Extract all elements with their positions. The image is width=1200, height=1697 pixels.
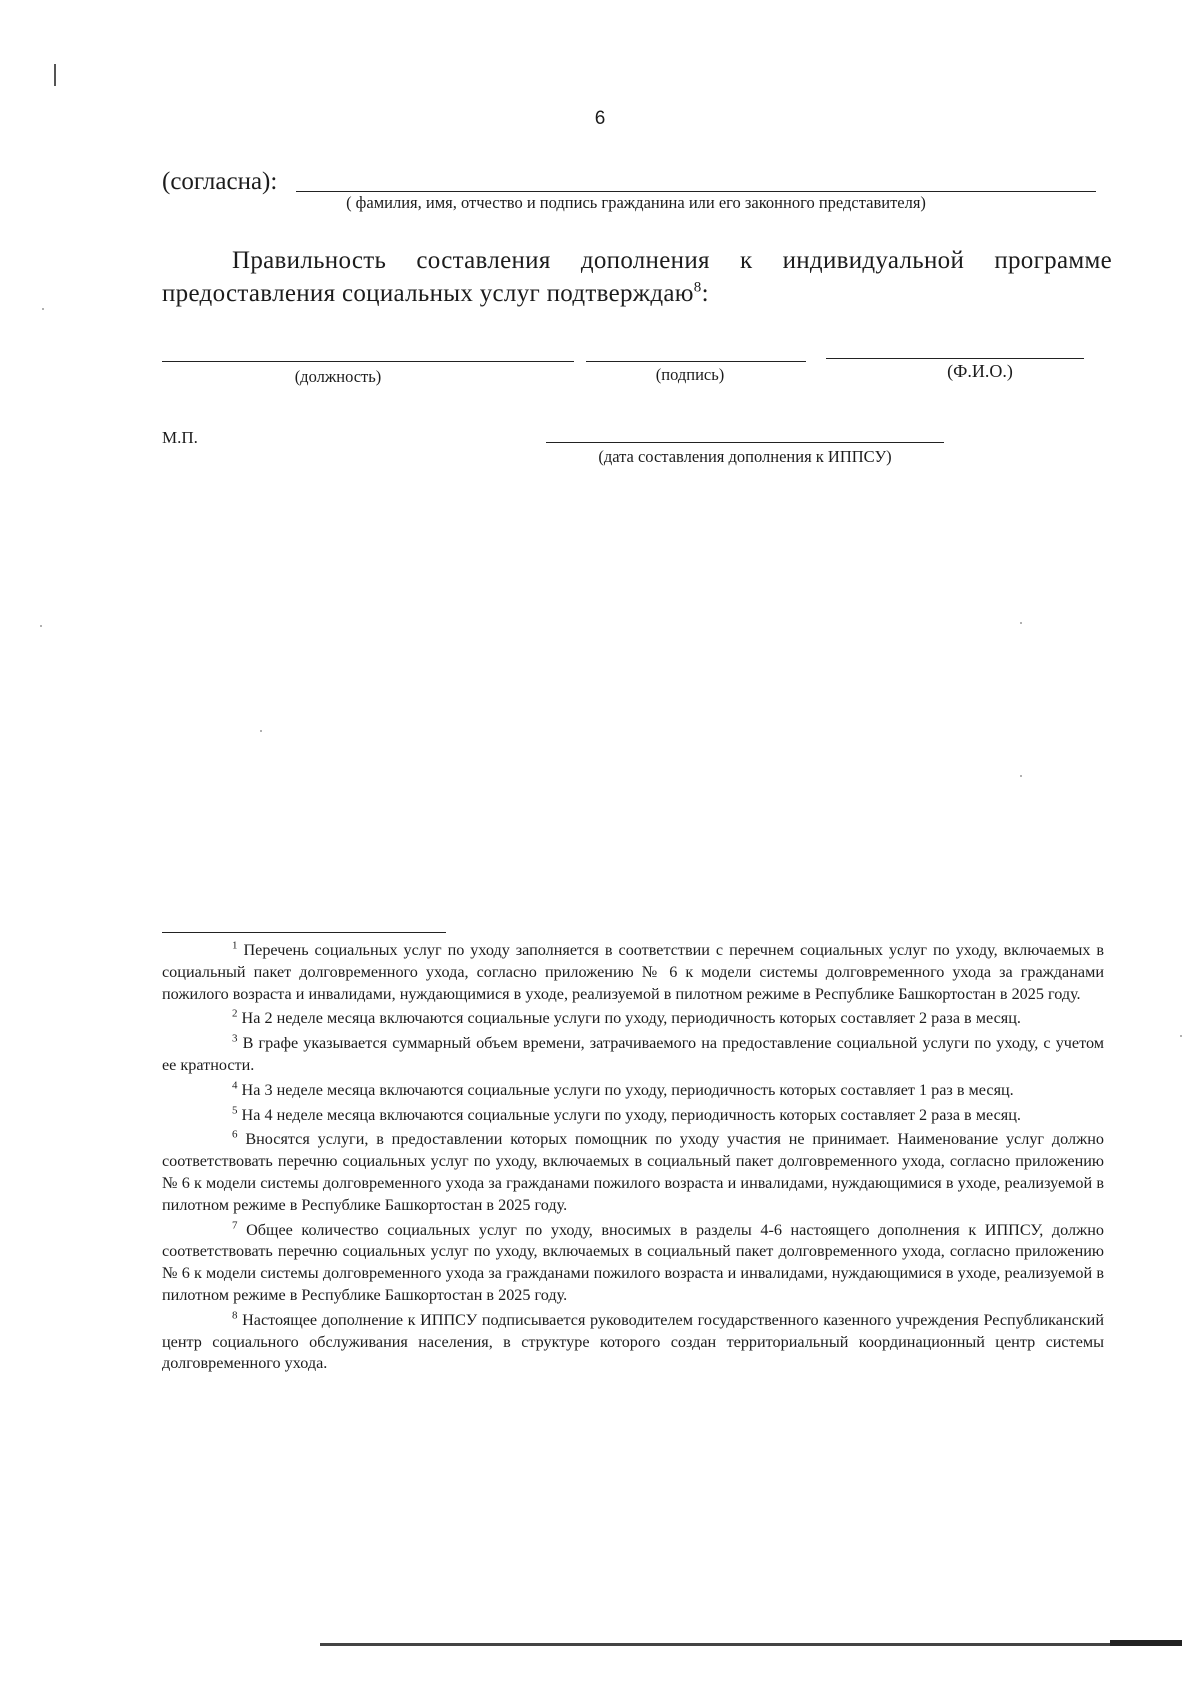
footnote-number: 8 (232, 1309, 238, 1322)
name-line (826, 358, 1084, 359)
footnote-text: Перечень социальных услуг по уходу заполняется в соответствии с перечнем социальных услуг по уходу, включаемых в социальный пакет долговременного ухода, согласно приложению № 6 к модели системы долговременного ухода за гражданами пожилого возраста и инвалидами, нуждающимися в уходе, реализуемой в пилотном режиме в Республике Башкортостан в 2025 году. (162, 941, 1105, 1003)
footnote-7 (162, 1220, 1104, 1307)
scan-speck (1020, 622, 1022, 624)
position-line (162, 361, 574, 362)
footnote-number: 6 (232, 1128, 238, 1141)
footnote-number: 2 (232, 1008, 238, 1020)
consent-label: (согласна): (162, 168, 278, 195)
footnotes (162, 940, 1104, 1378)
seal-label: М.П. (162, 428, 198, 447)
scan-speck (1020, 775, 1022, 777)
scan-speck (40, 625, 42, 627)
footnote-number: 3 (232, 1032, 238, 1045)
signature-line (586, 361, 806, 362)
footnote-2 (162, 1008, 1104, 1030)
scan-speck (42, 308, 44, 310)
consent-signature-line (296, 191, 1096, 192)
footnote-number: 4 (232, 1079, 238, 1092)
footnote-text: На 3 неделе месяца включаются социальные услуги по уходу, периодичность которых составляет 1 раз в месяц. (241, 1080, 1014, 1099)
footnote-3 (162, 1033, 1104, 1077)
footnote-text: Вносятся услуги, в предоставлении которых помощник по уходу участия не принимает. Наименование услуг должно соответствовать перечню социальных услуг по уходу, включаемых в социальный пакет долговременного ухода, согласно приложению № 6 к модели системы долговременного ухода за гражданами пожилого возраста и инвалидами, нуждающимися в уходе, реализуемой в пилотном режиме в Республике Башкортостан в 2025 году. (162, 1130, 1104, 1214)
confirmation-text (162, 244, 1112, 310)
footnote-text: Общее количество социальных услуг по уходу, вносимых в разделы 4-6 настоящего дополнения к ИППСУ, должно соответствовать перечню социальных услуг по уходу, включаемых в социальный пакет долговременного ухода, согласно приложению № 6 к модели системы долговременного ухода за гражданами пожилого возраста и инвалидами, нуждающимися в уходе, реализуемой в пилотном режиме в Республике Башкортостан в 2025 году. (162, 1220, 1104, 1304)
footnote-number: 7 (232, 1219, 238, 1232)
scan-bottom-border (320, 1643, 1180, 1646)
footnote-8 (162, 1310, 1104, 1375)
scan-edge-mark (54, 64, 56, 86)
scan-bottom-border-thick (1110, 1640, 1182, 1646)
footnote-ref-8: 8 (693, 279, 702, 296)
footnote-1 (162, 940, 1104, 1005)
footnote-separator (162, 932, 446, 933)
scan-speck (1180, 1035, 1182, 1037)
signature-caption: (подпись) (655, 365, 725, 384)
scan-speck (260, 730, 262, 732)
date-line (546, 442, 944, 443)
date-caption: (дата составления дополнения к ИППСУ) (598, 447, 892, 466)
footnote-text: На 4 неделе месяца включаются социальные услуги по уходу, периодичность которых составляет 2 раза в месяц. (241, 1105, 1021, 1124)
footnote-number: 1 (232, 939, 238, 952)
footnote-6 (162, 1129, 1104, 1216)
footnote-text: На 2 неделе месяца включаются социальные услуги по уходу, периодичность которых составляет 2 раза в месяц. (241, 1009, 1021, 1028)
footnote-text: Настоящее дополнение к ИППСУ подписывается руководителем государственного казенного учреждения Республиканский центр социального обслуживания населения, в структуре которого создан территориальный координационный центр системы долговременного ухода. (162, 1310, 1104, 1373)
footnote-5 (162, 1105, 1104, 1127)
name-caption: (Ф.И.О.) (947, 361, 1013, 381)
confirmation-colon: : (701, 280, 709, 307)
footnote-text: В графе указывается суммарный объем времени, затрачиваемого на предоставление социальной услуги по уходу, с учетом ее кратности. (162, 1034, 1104, 1074)
confirmation-text-body: Правильность составления дополнения к индивидуальной программе предоставления социальных услуг подтверждаю (162, 247, 1112, 307)
footnote-4 (162, 1080, 1104, 1102)
position-caption: (должность) (294, 367, 382, 386)
page-number: 6 (594, 108, 606, 129)
consent-caption: ( фамилия, имя, отчество и подпись гражданина или его законного представителя) (346, 193, 926, 212)
footnote-number: 5 (232, 1104, 238, 1117)
